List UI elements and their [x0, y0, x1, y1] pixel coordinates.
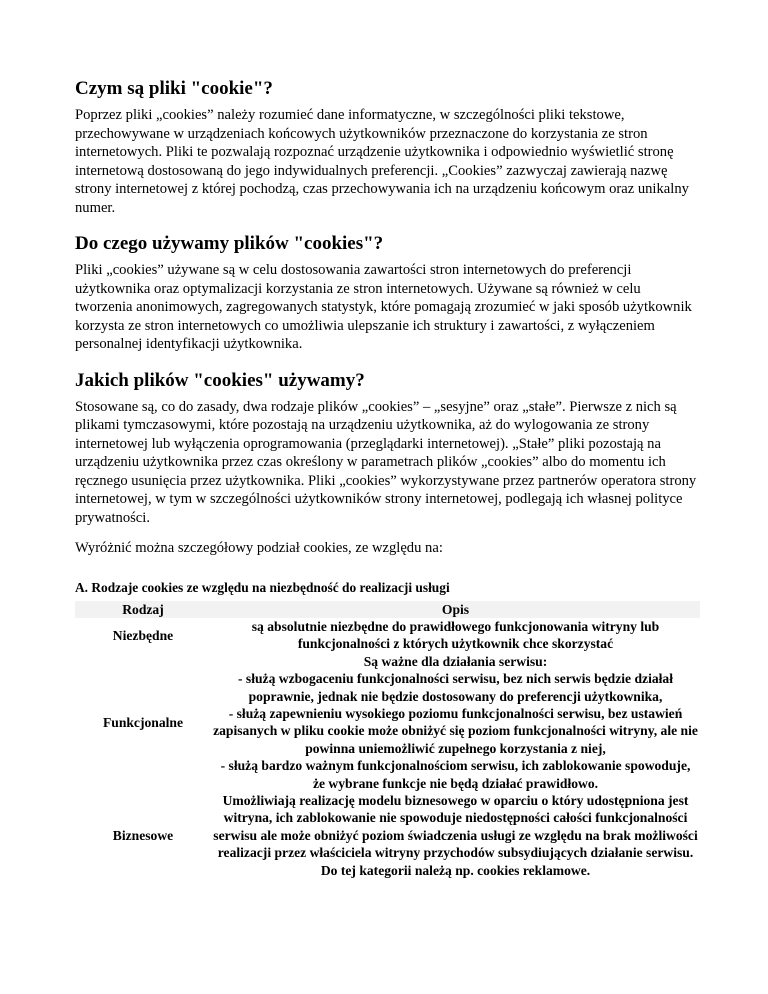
section-heading: Jakich plików "cookies" używamy? — [75, 369, 365, 391]
description-line: - służą zapewnieniu wysokiego poziomu funkcjonalności serwisu, bez ustawień zapisanych w pliku cookie może obniżyć się poziom funkcjonalności witryny, ale nie powinna uniemożliwić zupełnego korzystania z niej, — [213, 705, 698, 756]
cookies-table — [75, 601, 700, 880]
header-description: Opis — [211, 601, 700, 618]
section-what-are-cookies — [75, 78, 698, 217]
table-row — [75, 618, 700, 653]
section-heading: Do czego używamy plików "cookies"? — [75, 233, 384, 254]
table-row — [75, 653, 700, 792]
row-type: Funkcjonalne — [102, 714, 184, 730]
header-type: Rodzaj — [75, 601, 211, 618]
section-text: Stosowane są, co do zasady, dwa rodzaje plików „cookies” – „sesyjne” oraz „stałe”. Pierwsze z nich są plikami tymczasowymi, które pozostają na urządzeniu użytkownika, aż do wylogowania ze strony internetowej lub wyłączenia oprogramowania (przeglądarki internetowej). „Stałe” pliki pozostają na urządzeniu użytkownika przez czas określony w parametrach plików „cookies” albo do momentu ich ręcznego usunięcia przez użytkownika. Pliki „cookies” wykorzystywane przez partnerów operatora strony internetowej, w tym w szczególności użytkowników strony internetowej, podlegają ich własnej polityce prywatności. — [75, 398, 697, 526]
section-which-cookies — [75, 370, 698, 528]
section-heading: Czym są pliki "cookie"? — [75, 78, 273, 99]
row-description — [211, 653, 700, 792]
table-header-row — [75, 601, 700, 618]
description-line: - służą wzbogaceniu funkcjonalności serwisu, bez nich serwis będzie działał poprawnie, jednak nie będzie dostosowany do preferencji użytkownika, — [237, 671, 673, 704]
intro-text: Wyróżnić można szczegółowy podział cookies, ze względu na: — [75, 540, 443, 556]
table-title: A. Rodzaje cookies ze względu na niezbędność do realizacji usługi — [75, 579, 450, 595]
section-why-cookies — [75, 233, 698, 354]
row-description: Umożliwiają realizację modelu biznesowego w oparciu o który udostępniona jest witryna, ich zablokowanie nie spowoduje niedostępności całości funkcjonalności serwisu ale może obniżyć poziom świadczenia usługi ze względu na brak możliwości realizacji przez właściciela witryny przychodów subsydiujących działanie serwisu. Do tej kategorii należą np. cookies reklamowe. — [213, 792, 698, 878]
description-line: - służą bardzo ważnym funkcjonalnościom serwisu, ich zablokowanie spowoduje, że wybrane funkcje nie będą działać prawidłowo. — [220, 758, 691, 791]
row-type: Biznesowe — [112, 827, 174, 843]
description-line: Są ważne dla działania serwisu: — [363, 653, 548, 669]
row-type: Niezbędne — [112, 627, 174, 643]
section-text: Poprzez pliki „cookies” należy rozumieć dane informatyczne, w szczególności pliki tekstowe, przechowywane w urządzeniach końcowych użytkowników przeznaczone do korzystania ze stron internetowych. Pliki te pozwalają rozpoznać urządzenie użytkownika i odpowiednio wyświetlić stronę internetową dostosowaną do jego indywidualnych preferencji. „Cookies” zazwyczaj zawierają nazwę strony internetowej z której pochodzą, czas przechowywania ich na urządzeniu końcowym oraz unikalny numer. — [75, 107, 689, 216]
section-text: Pliki „cookies” używane są w celu dostosowania zawartości stron internetowych do preferencji użytkownika oraz optymalizacji korzystania ze stron internetowych. Używane są również w celu tworzenia anonimowych, zagregowanych statystyk, które pomagają zrozumieć w jaki sposób użytkownik korzysta ze stron internetowych co umożliwia ulepszanie ich struktury i zawartości, z wyłączeniem personalnej identyfikacji użytkownika. — [75, 262, 692, 352]
row-description: są absolutnie niezbędne do prawidłowego funkcjonowania witryny lub funkcjonalności z których użytkownik chce skorzystać — [251, 618, 660, 652]
table-row — [75, 792, 700, 879]
